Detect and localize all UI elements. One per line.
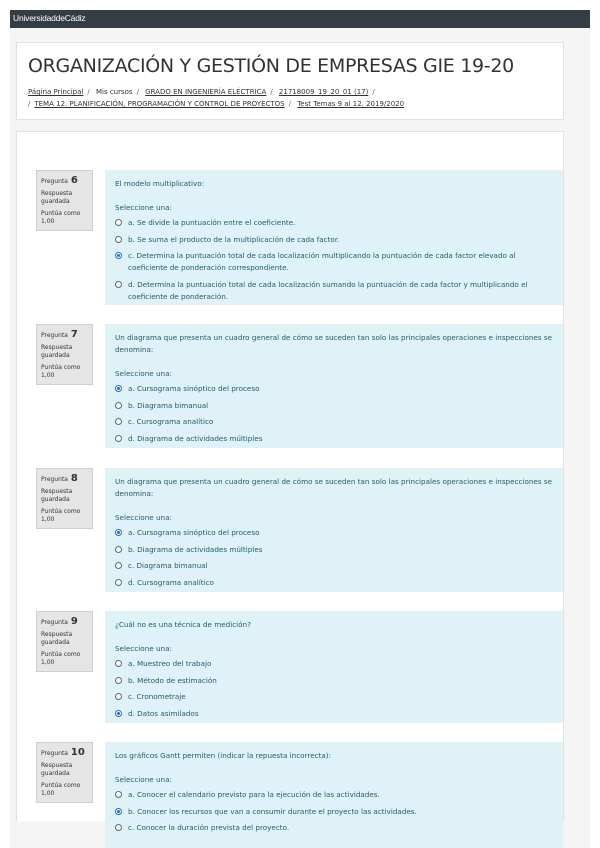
question-content bbox=[105, 742, 563, 848]
question-content bbox=[105, 324, 563, 448]
answer-label[interactable]: a. Se divide la puntuación entre el coeficiente. bbox=[128, 218, 296, 227]
question-state: Respuesta guardada bbox=[41, 488, 73, 503]
question-number-value: 10 bbox=[70, 747, 85, 758]
radio-button[interactable] bbox=[115, 791, 122, 798]
answer-label[interactable]: d. Determina la puntuación total de cada localización sumando la puntuación de cada factor y multiplicando el coeficiente de ponderación. bbox=[128, 279, 528, 301]
question-text: ¿Cuál no es una técnica de medición? bbox=[115, 620, 251, 629]
breadcrumb: Página Principal / Mis cursos / GRADO EN INGENIERÍA ELÉCTRICA / 21718009_19_20_01 (17) / / TEMA 12. PLANIFICACIÓN, PROGRAMACIÓN Y CONTROL DE PROYECTOS / Test Temas 9 al 12. 2019/2020 bbox=[28, 88, 405, 108]
answer-option[interactable] bbox=[115, 806, 553, 818]
question-number-label: Pregunta bbox=[41, 332, 68, 339]
answer-label[interactable]: b. Se suma el producto de la multiplicación de cada factor. bbox=[128, 234, 340, 244]
question-grade: Puntúa como 1,00 bbox=[41, 364, 81, 379]
answer-prompt: Seleccione una: bbox=[115, 644, 172, 653]
answer-option[interactable] bbox=[115, 527, 553, 539]
question-grade: Puntúa como 1,00 bbox=[41, 651, 81, 666]
breadcrumb-topic[interactable]: TEMA 12. PLANIFICACIÓN, PROGRAMACIÓN Y CONTROL DE PROYECTOS bbox=[34, 100, 285, 108]
radio-button[interactable] bbox=[115, 402, 122, 409]
question-state: Respuesta guardada bbox=[41, 631, 73, 646]
answer-option[interactable] bbox=[115, 279, 553, 303]
answer-label[interactable]: b. Conocer los recursos que van a consumir durante el proyecto las actividades. bbox=[128, 806, 417, 816]
answer-option[interactable] bbox=[115, 577, 553, 589]
answer-list bbox=[115, 527, 553, 589]
answer-label[interactable]: b. Método de estimación bbox=[128, 675, 217, 685]
radio-button[interactable] bbox=[115, 385, 122, 392]
answer-label[interactable]: a. Cursograma sinóptico del proceso bbox=[128, 384, 260, 393]
question-info bbox=[36, 742, 93, 803]
answer-option[interactable] bbox=[115, 708, 553, 720]
answer-label[interactable]: b. Diagrama bimanual bbox=[128, 400, 209, 410]
radio-button[interactable] bbox=[115, 562, 122, 569]
answer-option[interactable] bbox=[115, 383, 553, 395]
question-number-value: 9 bbox=[70, 616, 78, 627]
question-number-label: Pregunta bbox=[41, 619, 68, 626]
question-number bbox=[41, 175, 88, 186]
radio-button[interactable] bbox=[115, 579, 122, 586]
answer-option[interactable] bbox=[115, 658, 553, 670]
question-state: Respuesta guardada bbox=[41, 762, 73, 777]
answer-option[interactable] bbox=[115, 789, 553, 801]
radio-button[interactable] bbox=[115, 418, 122, 425]
question-state: Respuesta guardada bbox=[41, 190, 73, 205]
answer-option[interactable] bbox=[115, 675, 553, 687]
course-header bbox=[16, 42, 564, 120]
answer-option[interactable] bbox=[115, 544, 553, 556]
breadcrumb-home[interactable]: Página Principal bbox=[28, 88, 84, 96]
answer-list bbox=[115, 383, 553, 445]
answer-label[interactable]: d. Cursograma analítico bbox=[128, 577, 214, 587]
radio-button[interactable] bbox=[115, 824, 122, 831]
university-logo[interactable]: UniversidaddeCádiz bbox=[13, 13, 86, 23]
answer-list bbox=[115, 217, 553, 303]
question-text: Un diagrama que presenta un cuadro general de cómo se suceden tan solo las principales operaciones e inspecciones se denomina: bbox=[115, 333, 553, 354]
question-text: Un diagrama que presenta un cuadro general de cómo se suceden tan solo las principales operaciones e inspecciones se denomina: bbox=[115, 477, 553, 498]
question-grade: Puntúa como 1,00 bbox=[41, 782, 81, 797]
answer-prompt: Seleccione una: bbox=[115, 369, 172, 378]
answer-label[interactable]: c. Conocer la duración prevista del proyecto. bbox=[128, 823, 290, 832]
radio-button[interactable] bbox=[115, 808, 122, 815]
radio-button[interactable] bbox=[115, 236, 122, 243]
answer-option[interactable] bbox=[115, 234, 553, 246]
radio-button[interactable] bbox=[115, 529, 122, 536]
answer-label[interactable]: d. Datos asimilados bbox=[128, 708, 199, 718]
question-number bbox=[41, 616, 88, 627]
breadcrumb-degree[interactable]: GRADO EN INGENIERÍA ELÉCTRICA bbox=[145, 88, 267, 96]
answer-prompt: Seleccione una: bbox=[115, 513, 172, 522]
answer-list bbox=[115, 658, 553, 720]
answer-list bbox=[115, 789, 553, 834]
radio-button[interactable] bbox=[115, 660, 122, 667]
radio-button[interactable] bbox=[115, 710, 122, 717]
answer-option[interactable] bbox=[115, 433, 553, 445]
question-content bbox=[105, 611, 563, 723]
question-content bbox=[105, 468, 563, 592]
radio-button[interactable] bbox=[115, 252, 122, 259]
radio-button[interactable] bbox=[115, 219, 122, 226]
question-info bbox=[36, 468, 93, 529]
answer-option[interactable] bbox=[115, 250, 553, 274]
question-text: El modelo multiplicativo: bbox=[115, 179, 205, 188]
answer-option[interactable] bbox=[115, 691, 553, 703]
question-number bbox=[41, 329, 88, 340]
radio-button[interactable] bbox=[115, 546, 122, 553]
question-content bbox=[105, 170, 563, 305]
answer-label[interactable]: a. Cursograma sinóptico del proceso bbox=[128, 528, 260, 537]
radio-button[interactable] bbox=[115, 693, 122, 700]
question-grade: Puntúa como 1,00 bbox=[41, 508, 81, 523]
question-info bbox=[36, 611, 93, 672]
question-number bbox=[41, 473, 88, 484]
top-navbar bbox=[10, 10, 590, 28]
answer-option[interactable] bbox=[115, 822, 553, 834]
answer-label[interactable]: c. Determina la puntuación total de cada localización multiplicando la puntuación de cada factor elevado al coeficiente de ponderación correspondiente. bbox=[128, 251, 516, 272]
question-number bbox=[41, 747, 88, 758]
question-state: Respuesta guardada bbox=[41, 344, 73, 359]
radio-button[interactable] bbox=[115, 435, 122, 442]
breadcrumb-my-courses[interactable]: Mis cursos bbox=[95, 88, 133, 96]
answer-label[interactable]: a. Muestreo del trabajo bbox=[128, 659, 212, 668]
answer-option[interactable] bbox=[115, 217, 553, 229]
question-number-label: Pregunta bbox=[41, 178, 68, 185]
answer-label[interactable]: d. Diagrama de actividades múltiples bbox=[128, 433, 263, 443]
answer-label[interactable]: b. Diagrama de actividades múltiples bbox=[128, 544, 263, 554]
question-number-value: 8 bbox=[70, 473, 78, 484]
question-number-value: 6 bbox=[70, 175, 78, 186]
answer-label[interactable]: c. Cursograma analítico bbox=[128, 417, 214, 426]
answer-prompt: Seleccione una: bbox=[115, 775, 172, 784]
breadcrumb-course[interactable]: 21718009_19_20_01 (17) bbox=[278, 88, 369, 96]
answer-option[interactable] bbox=[115, 560, 553, 572]
question-text: Los gráficos Gantt permiten (indicar la repuesta incorrecta): bbox=[115, 751, 332, 760]
answer-option[interactable] bbox=[115, 400, 553, 412]
answer-label[interactable]: a. Conocer el calendario previsto para la ejecución de las actividades. bbox=[128, 790, 380, 799]
question-number-value: 7 bbox=[70, 329, 78, 340]
answer-option[interactable] bbox=[115, 416, 553, 428]
radio-button[interactable] bbox=[115, 677, 122, 684]
question-info bbox=[36, 324, 93, 385]
breadcrumb-quiz[interactable]: Test Temas 9 al 12. 2019/2020 bbox=[297, 100, 405, 108]
question-info bbox=[36, 170, 93, 231]
page-title: ORGANIZACIÓN Y GESTIÓN DE EMPRESAS GIE 19-20 bbox=[28, 55, 514, 77]
answer-label[interactable]: c. Cronometraje bbox=[128, 692, 186, 701]
question-number-label: Pregunta bbox=[41, 750, 68, 757]
answer-label[interactable]: c. Diagrama bimanual bbox=[128, 561, 208, 570]
radio-button[interactable] bbox=[115, 281, 122, 288]
question-number-label: Pregunta bbox=[41, 476, 68, 483]
question-grade: Puntúa como 1,00 bbox=[41, 210, 81, 225]
answer-prompt: Seleccione una: bbox=[115, 203, 172, 212]
